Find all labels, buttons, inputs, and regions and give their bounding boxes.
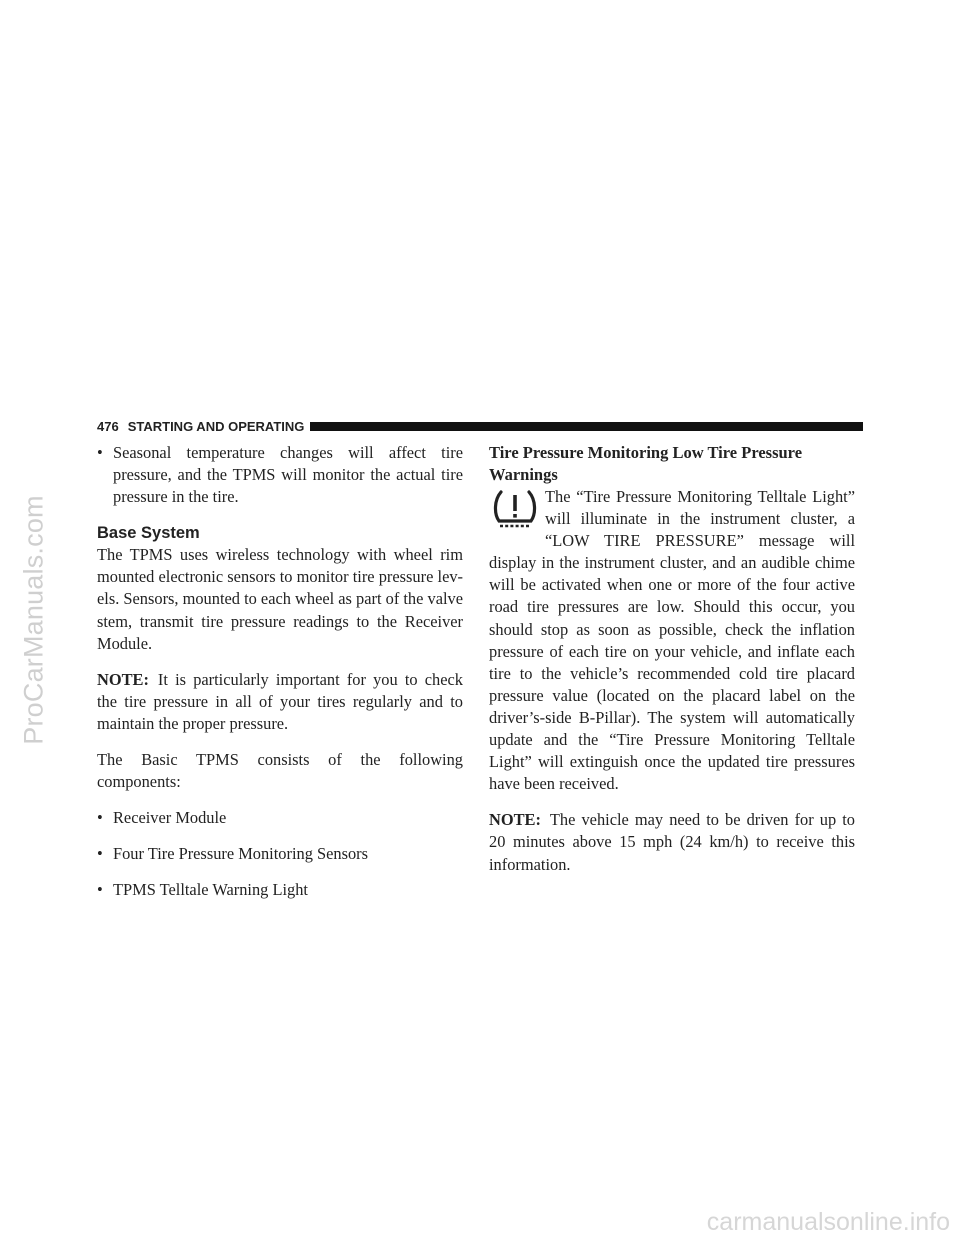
page-number: 476 [97, 418, 119, 434]
bullet-icon: • [97, 443, 103, 462]
bullet-icon: • [97, 844, 103, 864]
section-heading-tpms-warnings: Tire Pressure Monitoring Low Tire Pressure Warnings [489, 443, 803, 484]
section-title: STARTING AND OPERATING [127, 418, 305, 434]
bottom-watermark: carmanualsonline.info [706, 1208, 950, 1236]
left-column [97, 442, 463, 916]
list-item: • Seasonal temperature changes will affect tire pressure, and the TPMS will monitor the actual tire pressure in the tire. [97, 442, 463, 508]
note-text: The vehicle may need to be driven for up to 20 minutes above 15 mph (24 km/h) to receive this information. [489, 810, 855, 874]
header-rule [310, 422, 863, 431]
list-item: • TPMS Telltale Warning Light [97, 879, 463, 901]
note-label: NOTE: [97, 669, 149, 689]
list-item: • Receiver Module [97, 807, 463, 829]
list-item: • Four Tire Pressure Monitoring Sensors [97, 843, 463, 865]
right-column [489, 442, 855, 890]
page-header [97, 418, 863, 434]
paragraph: The Basic TPMS consists of the following components: [97, 750, 463, 792]
note-label: NOTE: [489, 810, 541, 830]
note [97, 669, 463, 735]
tire-pressure-warning-icon [489, 488, 545, 532]
bullet-icon: • [97, 880, 103, 900]
note [489, 809, 855, 875]
section-heading-base-system: Base System [97, 524, 200, 543]
bullet-icon: • [97, 808, 103, 828]
paragraph: The TPMS uses wireless technology with wheel rim mounted electronic sensors to monitor tire pressure lev-els. Sensors, mounted to each wheel as part of the valve stem, transmit tire pressure readings to the Receiver Module. [97, 545, 463, 653]
paragraph: The “Tire Pressure Monitoring Telltale Light” will illuminate in the instrument cluster, a “LOW TIRE PRESSURE” message will display in the instrument cluster, and an audible chime will be activated when one or more of the four active road tire pressures are low. Should this occur, you should stop as soon as possible, check the inflation pressure of each tire on your vehicle, and inflate each tire to the vehicle’s recommended cold tire placard pressure value (located on the placard label on the driver’s-side B-Pillar). The system will automatically update and the “Tire Pressure Monitoring Telltale Light” will extinguish once the updated tire pressures have been received. [489, 487, 855, 794]
side-watermark: ProCarManuals.com [18, 495, 49, 745]
note-text: It is particularly important for you to check the tire pressure in all of your tires regularly and to maintain the proper pressure. [97, 669, 463, 733]
